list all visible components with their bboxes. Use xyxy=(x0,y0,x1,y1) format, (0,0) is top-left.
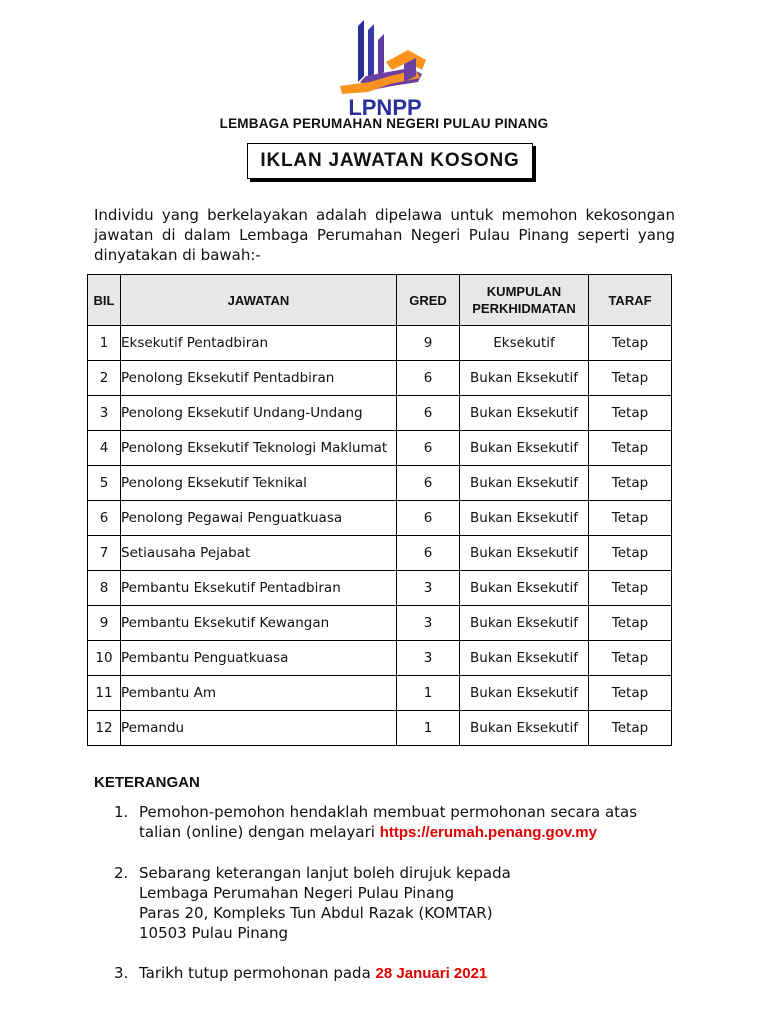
organization-name: LEMBAGA PERUMAHAN NEGERI PULAU PINANG xyxy=(219,116,549,131)
cell-jawatan: Pembantu Penguatkuasa xyxy=(121,641,397,676)
cell-bil: 5 xyxy=(88,466,121,501)
cell-jawatan: Setiausaha Pejabat xyxy=(121,536,397,571)
cell-bil: 12 xyxy=(88,711,121,746)
cell-bil: 11 xyxy=(88,676,121,711)
cell-gred: 6 xyxy=(397,466,460,501)
lpnpp-logo xyxy=(330,12,440,120)
cell-taraf: Tetap xyxy=(589,606,672,641)
cell-gred: 6 xyxy=(397,431,460,466)
cell-bil: 4 xyxy=(88,431,121,466)
note-number: 1. xyxy=(114,803,129,821)
note-item-3 xyxy=(114,963,714,984)
cell-bil: 1 xyxy=(88,326,121,361)
note-2-line-3: Paras 20, Kompleks Tun Abdul Razak (KOMTAR) xyxy=(139,904,493,922)
cell-taraf: Tetap xyxy=(589,501,672,536)
cell-bil: 8 xyxy=(88,571,121,606)
notes-list xyxy=(114,802,714,984)
cell-bil: 9 xyxy=(88,606,121,641)
note-3-text: Tarikh tutup permohonan pada xyxy=(139,964,376,982)
cell-kumpulan: Bukan Eksekutif xyxy=(460,571,589,606)
vacancy-table xyxy=(87,274,672,746)
note-1-line-1: Pemohon-pemohon hendaklah membuat permohonan secara atas xyxy=(139,803,638,821)
note-2-line-2: Lembaga Perumahan Negeri Pulau Pinang xyxy=(139,884,455,902)
header-taraf: TARAF xyxy=(589,275,672,326)
cell-gred: 6 xyxy=(397,396,460,431)
cell-kumpulan: Bukan Eksekutif xyxy=(460,711,589,746)
cell-jawatan: Penolong Eksekutif Pentadbiran xyxy=(121,361,397,396)
table-row xyxy=(88,711,672,746)
intro-paragraph: Individu yang berkelayakan adalah dipelawa untuk memohon kekosongan jawatan di dalam Lembaga Perumahan Negeri Pulau Pinang seperti yang dinyatakan di bawah:- xyxy=(94,206,675,264)
closing-date: 28 Januari 2021 xyxy=(375,965,488,982)
note-1-text: talian (online) dengan melayari xyxy=(139,823,380,841)
header-gred: GRED xyxy=(397,275,460,326)
cell-taraf: Tetap xyxy=(589,571,672,606)
cell-taraf: Tetap xyxy=(589,466,672,501)
cell-taraf: Tetap xyxy=(589,536,672,571)
table-row xyxy=(88,536,672,571)
table-row xyxy=(88,571,672,606)
note-1-line-2 xyxy=(139,822,714,843)
table-header-row xyxy=(88,275,672,326)
cell-kumpulan: Eksekutif xyxy=(460,326,589,361)
note-2-line-1: Sebarang keterangan lanjut boleh dirujuk kepada xyxy=(139,864,511,882)
note-item-2 xyxy=(114,863,714,943)
table-row xyxy=(88,361,672,396)
cell-jawatan: Penolong Eksekutif Undang-Undang xyxy=(121,396,397,431)
header-bil: BIL xyxy=(88,275,121,326)
page-title xyxy=(247,143,533,179)
cell-taraf: Tetap xyxy=(589,431,672,466)
cell-kumpulan: Bukan Eksekutif xyxy=(460,501,589,536)
page-title-text: IKLAN JAWATAN KOSONG xyxy=(260,150,520,171)
cell-gred: 3 xyxy=(397,641,460,676)
cell-kumpulan: Bukan Eksekutif xyxy=(460,606,589,641)
table-row xyxy=(88,396,672,431)
cell-kumpulan: Bukan Eksekutif xyxy=(460,641,589,676)
cell-jawatan: Penolong Pegawai Penguatkuasa xyxy=(121,501,397,536)
table-row xyxy=(88,641,672,676)
cell-taraf: Tetap xyxy=(589,361,672,396)
cell-gred: 1 xyxy=(397,711,460,746)
cell-kumpulan: Bukan Eksekutif xyxy=(460,676,589,711)
cell-gred: 6 xyxy=(397,501,460,536)
cell-jawatan: Pembantu Eksekutif Kewangan xyxy=(121,606,397,641)
cell-jawatan: Eksekutif Pentadbiran xyxy=(121,326,397,361)
cell-bil: 6 xyxy=(88,501,121,536)
cell-bil: 10 xyxy=(88,641,121,676)
table-row xyxy=(88,431,672,466)
cell-bil: 7 xyxy=(88,536,121,571)
cell-taraf: Tetap xyxy=(589,676,672,711)
cell-jawatan: Pembantu Am xyxy=(121,676,397,711)
table-body xyxy=(88,326,672,746)
table-row xyxy=(88,501,672,536)
cell-jawatan: Penolong Eksekutif Teknikal xyxy=(121,466,397,501)
cell-taraf: Tetap xyxy=(589,711,672,746)
cell-gred: 1 xyxy=(397,676,460,711)
header-jawatan: JAWATAN xyxy=(121,275,397,326)
cell-kumpulan: Bukan Eksekutif xyxy=(460,466,589,501)
cell-gred: 9 xyxy=(397,326,460,361)
table-row xyxy=(88,606,672,641)
note-number: 2. xyxy=(114,864,129,882)
note-number: 3. xyxy=(114,964,129,982)
note-2-line-4: 10503 Pulau Pinang xyxy=(139,924,289,942)
header-kumpulan: KUMPULAN PERKHIDMATAN xyxy=(460,275,589,326)
application-url-link[interactable]: https://erumah.penang.gov.my xyxy=(379,824,597,841)
cell-gred: 6 xyxy=(397,361,460,396)
cell-taraf: Tetap xyxy=(589,396,672,431)
cell-gred: 3 xyxy=(397,571,460,606)
cell-kumpulan: Bukan Eksekutif xyxy=(460,361,589,396)
cell-taraf: Tetap xyxy=(589,641,672,676)
cell-bil: 3 xyxy=(88,396,121,431)
table-row xyxy=(88,326,672,361)
cell-gred: 6 xyxy=(397,536,460,571)
cell-bil: 2 xyxy=(88,361,121,396)
cell-taraf: Tetap xyxy=(589,326,672,361)
cell-jawatan: Penolong Eksekutif Teknologi Maklumat xyxy=(121,431,397,466)
note-item-1 xyxy=(114,802,714,843)
keterangan-heading: KETERANGAN xyxy=(94,774,200,791)
cell-jawatan: Pemandu xyxy=(121,711,397,746)
cell-kumpulan: Bukan Eksekutif xyxy=(460,536,589,571)
table-row xyxy=(88,676,672,711)
table-row xyxy=(88,466,672,501)
cell-jawatan: Pembantu Eksekutif Pentadbiran xyxy=(121,571,397,606)
cell-kumpulan: Bukan Eksekutif xyxy=(460,396,589,431)
logo-text: LPNPP xyxy=(348,95,422,120)
cell-kumpulan: Bukan Eksekutif xyxy=(460,431,589,466)
cell-gred: 3 xyxy=(397,606,460,641)
